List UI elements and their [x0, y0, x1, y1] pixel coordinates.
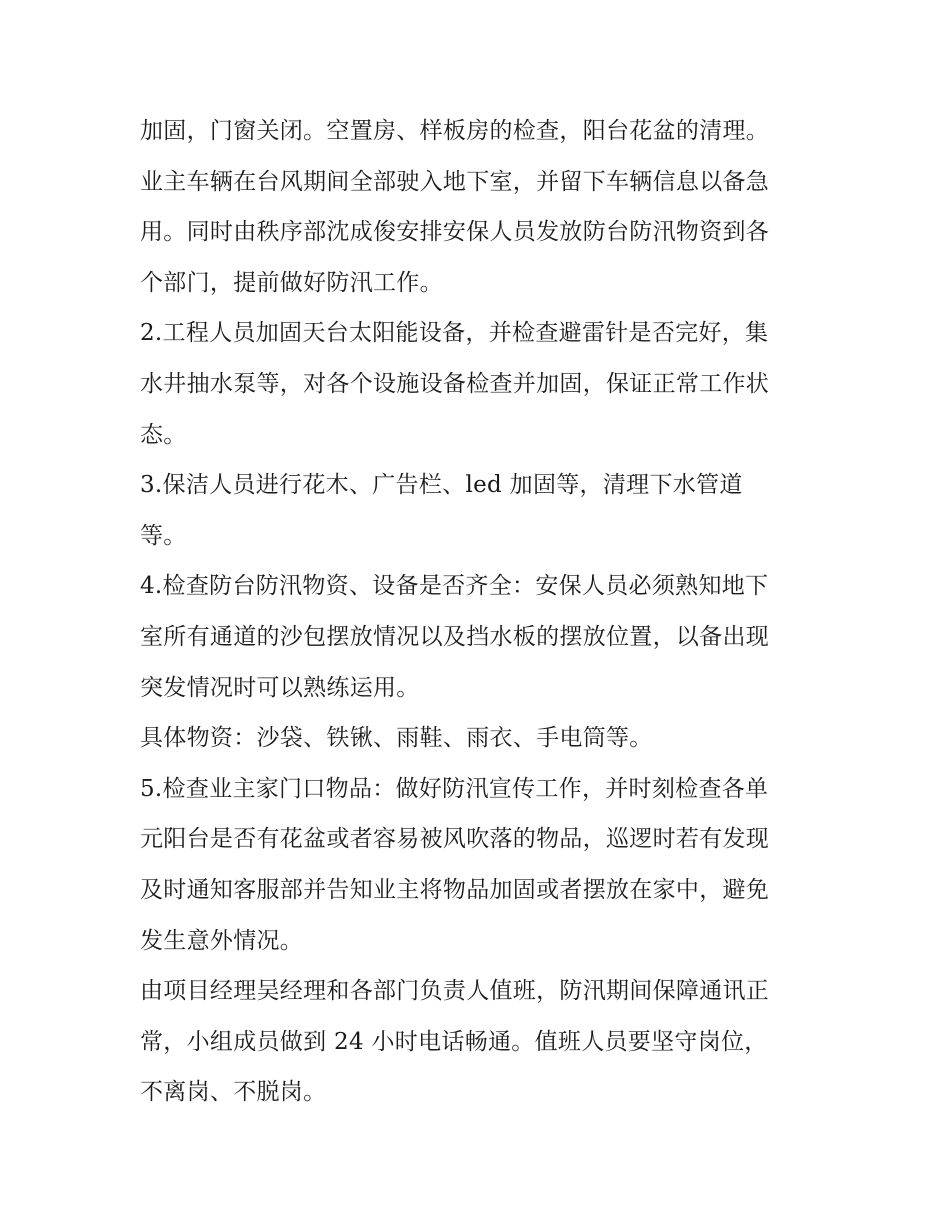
text-line: 水井抽水泵等，对各个设施设备检查并加固，保证正常工作状 [140, 370, 770, 397]
text-line: 不离岗、不脱岗。 [140, 1079, 327, 1106]
text-line: 3.保洁人员进行花木、广告栏、led 加固等，清理下水管道 [140, 472, 743, 499]
text-line: 元阳台是否有花盆或者容易被风吹落的物品，巡逻时若有发现 [140, 826, 770, 853]
text-line: 4.检查防台防汛物资、设备是否齐全：安保人员必须熟知地下 [140, 573, 769, 600]
text-line: 用。同时由秩序部沈成俊安排安保人员发放防台防汛物资到各 [140, 219, 770, 246]
text-line: 态。 [140, 421, 187, 448]
body-text [140, 106, 830, 1118]
text-line: 突发情况时可以熟练运用。 [140, 674, 420, 701]
text-line: 发生意外情况。 [140, 927, 304, 954]
text-line: 个部门，提前做好防汛工作。 [140, 269, 443, 296]
text-line: 由项目经理吴经理和各部门负责人值班，防汛期间保障通讯正 [140, 978, 770, 1005]
text-line: 室所有通道的沙包摆放情况以及挡水板的摆放位置，以备出现 [140, 623, 770, 650]
text-line: 2.工程人员加固天台太阳能设备，并检查避雷针是否完好，集 [140, 320, 769, 347]
text-line: 业主车辆在台风期间全部驶入地下室，并留下车辆信息以备急 [140, 168, 770, 195]
text-line: 及时通知客服部并告知业主将物品加固或者摆放在家中，避免 [140, 876, 770, 903]
text-line: 等。 [140, 522, 187, 549]
text-line: 常，小组成员做到 24 小时电话畅通。值班人员要坚守岗位， [140, 1028, 768, 1055]
text-line: 5.检查业主家门口物品：做好防汛宣传工作，并时刻检查各单 [140, 775, 769, 802]
text-line: 具体物资：沙袋、铁锹、雨鞋、雨衣、手电筒等。 [140, 725, 653, 752]
text-line: 加固，门窗关闭。空置房、样板房的检查，阳台花盆的清理。 [140, 118, 770, 144]
